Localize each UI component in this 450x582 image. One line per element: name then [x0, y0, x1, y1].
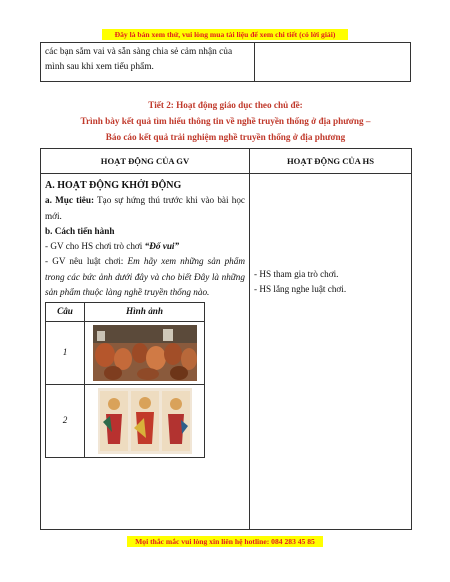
lesson-subtitle-2: Báo cáo kết quả trải nghiệm nghề truyền thống ở địa phương	[105, 132, 346, 142]
hotline-banner: Mọi thắc mắc vui lòng xin liên hệ hotline: 084 283 45 85	[127, 536, 323, 547]
game-rule: Em hãy xem những sản phẩm trong các bức ảnh dưới đây và cho biết Đây là những sản phẩm thuộc làng nghề truyền thống nào.	[45, 256, 245, 298]
question-number-1: 1	[46, 321, 85, 384]
section-a-heading: A. HOẠT ĐỘNG KHỞI ĐỘNG	[45, 180, 182, 191]
hs-step-1: - HS tham gia trò chơi.	[254, 269, 339, 279]
folk-painting-photo	[98, 388, 192, 454]
activity-table	[40, 148, 412, 530]
previous-table-row	[40, 42, 411, 82]
gv-step-1	[45, 239, 245, 254]
lesson-title: Tiết 2: Hoạt động giáo dục theo chủ đề:	[148, 100, 303, 110]
question-number-2: 2	[46, 384, 85, 457]
gv-cell	[41, 174, 250, 530]
image-cell-1	[85, 321, 205, 384]
gv-step-2-prefix: - GV nêu luật chơi:	[45, 256, 128, 267]
gv-step-2	[45, 254, 245, 300]
muc-tieu	[45, 193, 245, 224]
col-header-hinh: Hình ảnh	[85, 303, 205, 321]
image-cell-2	[85, 384, 205, 457]
hs-cell	[250, 174, 412, 530]
image-question-table	[45, 302, 205, 457]
gv-step-1-prefix: - GV cho HS chơi trò chơi	[45, 241, 145, 252]
hs-step-2: - HS lắng nghe luật chơi.	[254, 284, 347, 295]
pottery-photo	[93, 325, 197, 381]
col-header-gv: HOẠT ĐỘNG CỦA GV	[41, 149, 250, 174]
prev-row-text: các bạn sắm vai và sẵn sàng chia sẻ cảm nhận của mình sau khi xem tiểu phẩm.	[41, 43, 255, 82]
hs-spacer	[254, 174, 407, 267]
cach-tien-hanh-label: b. Cách tiến hành	[45, 225, 115, 236]
preview-banner: Đây là bản xem thử, vui lòng mua tài liệu để xem chi tiết (có lời giải)	[102, 29, 348, 40]
muc-tieu-text: Tạo sự hứng thú trước khi vào bài học mới.	[45, 195, 246, 221]
prev-row-empty-cell	[255, 43, 411, 82]
col-header-hs: HOẠT ĐỘNG CỦA HS	[250, 149, 412, 174]
muc-tieu-label: a. Mục tiêu:	[45, 195, 95, 206]
col-header-cau: Câu	[46, 303, 85, 321]
lesson-subtitle-1: Trình bày kết quả tìm hiểu thông tin về nghề truyền thống ở địa phương –	[80, 116, 371, 126]
game-name: “Đố vui”	[144, 241, 180, 252]
